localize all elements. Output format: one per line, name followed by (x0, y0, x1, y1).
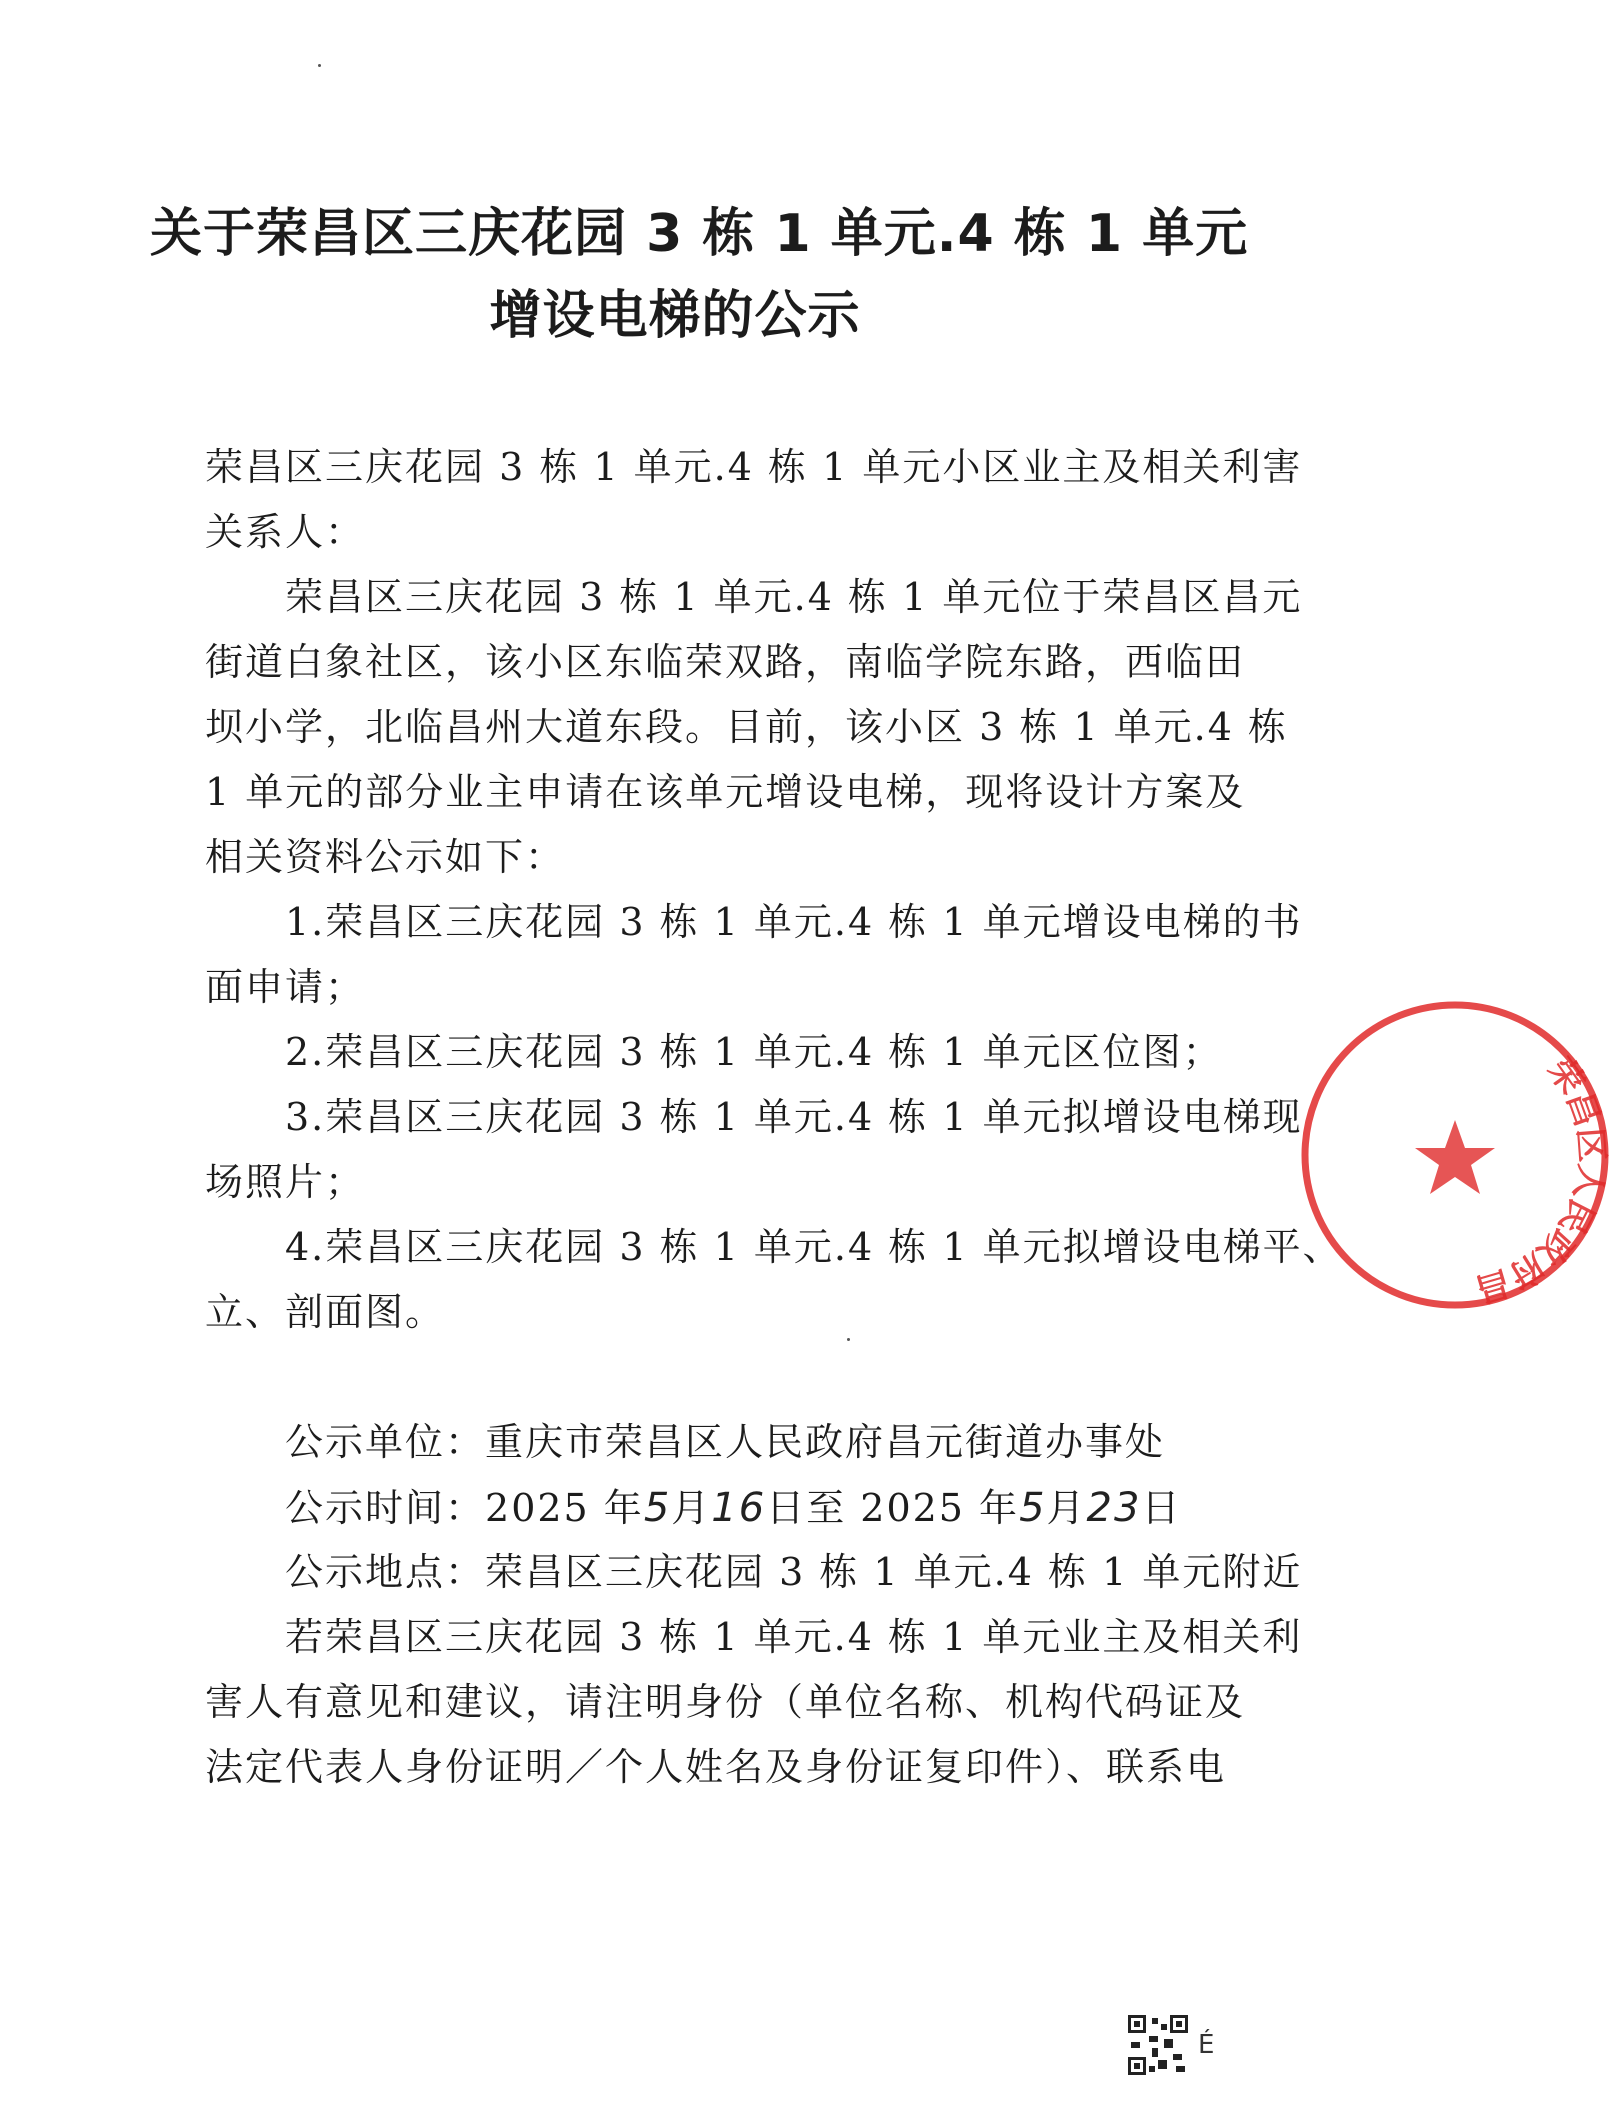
list-item-2: 2.荣昌区三庆花园 3 栋 1 单元.4 栋 1 单元区位图； (285, 1030, 1223, 1074)
time-month-char: 月 (671, 1486, 712, 1530)
official-seal-stamp (1290, 990, 1620, 1320)
addressee-line-2: 关系人： (205, 510, 366, 554)
paragraph-line: 1 单元的部分业主申请在该单元增设电梯，现将设计方案及 (205, 770, 1246, 814)
scan-speck (847, 1338, 850, 1341)
footer-mark: É (1198, 2030, 1215, 2060)
document-title-line-2: 增设电梯的公示 (489, 286, 861, 346)
closing-line-2: 害人有意见和建议，请注明身份（单位名称、机构代码证及 (205, 1680, 1246, 1724)
list-item-1-line-2: 面申请； (205, 965, 366, 1009)
notice-place-label: 公示地点： (285, 1550, 486, 1594)
notice-place (285, 1550, 1303, 1594)
time-year-start: 2025 年 (485, 1486, 644, 1530)
notice-time-label: 公示时间： (285, 1486, 486, 1530)
document-title-line-1: 关于荣昌区三庆花园 3 栋 1 单元.4 栋 1 单元 (150, 204, 1249, 264)
seal-text: 荣昌区人民政府昌 (1471, 1050, 1612, 1310)
closing-line-1: 若荣昌区三庆花园 3 栋 1 单元.4 栋 1 单元业主及相关利 (285, 1615, 1303, 1659)
list-item-3-line-2: 场照片； (205, 1160, 366, 1204)
paragraph-line: 相关资料公示如下： (205, 835, 566, 879)
list-item-4-line-1: 4.荣昌区三庆花园 3 栋 1 单元.4 栋 1 单元拟增设电梯平、 (285, 1225, 1343, 1269)
handwritten-month-start: 5 (643, 1485, 672, 1531)
notice-unit-value: 重庆市荣昌区人民政府昌元街道办事处 (485, 1420, 1166, 1464)
notice-unit-label: 公示单位： (285, 1420, 486, 1464)
list-item-1-line-1: 1.荣昌区三庆花园 3 栋 1 单元.4 栋 1 单元增设电梯的书 (285, 900, 1303, 944)
handwritten-day-start: 16 (711, 1485, 767, 1531)
handwritten-day-end: 23 (1086, 1485, 1142, 1531)
handwritten-month-end: 5 (1019, 1485, 1047, 1531)
notice-place-value: 荣昌区三庆花园 3 栋 1 单元.4 栋 1 单元附近 (485, 1550, 1303, 1594)
time-to-year-end: 日至 2025 年 (766, 1486, 1020, 1530)
closing-line-3: 法定代表人身份证明／个人姓名及身份证复印件）、联系电 (205, 1745, 1227, 1789)
list-item-3-line-1: 3.荣昌区三庆花园 3 栋 1 单元.4 栋 1 单元拟增设电梯现 (285, 1095, 1303, 1139)
qr-code-icon (1128, 2015, 1188, 2075)
time-month-char-end: 月 (1046, 1486, 1087, 1530)
notice-time (285, 1485, 1182, 1531)
svg-text:荣昌区人民政府昌 (1471, 1051, 1612, 1310)
paragraph-line: 坝小学，北临昌州大道东段。目前，该小区 3 栋 1 单元.4 栋 (205, 705, 1289, 749)
time-day-char-end: 日 (1141, 1486, 1182, 1530)
addressee-line-1: 荣昌区三庆花园 3 栋 1 单元.4 栋 1 单元小区业主及相关利害 (205, 445, 1303, 489)
paragraph-line: 街道白象社区，该小区东临荣双路，南临学院东路，西临田 (205, 640, 1246, 684)
notice-unit (285, 1420, 1166, 1464)
scan-speck (318, 64, 321, 67)
paragraph-line: 荣昌区三庆花园 3 栋 1 单元.4 栋 1 单元位于荣昌区昌元 (285, 575, 1303, 619)
list-item-4-line-2: 立、剖面图。 (205, 1290, 446, 1334)
